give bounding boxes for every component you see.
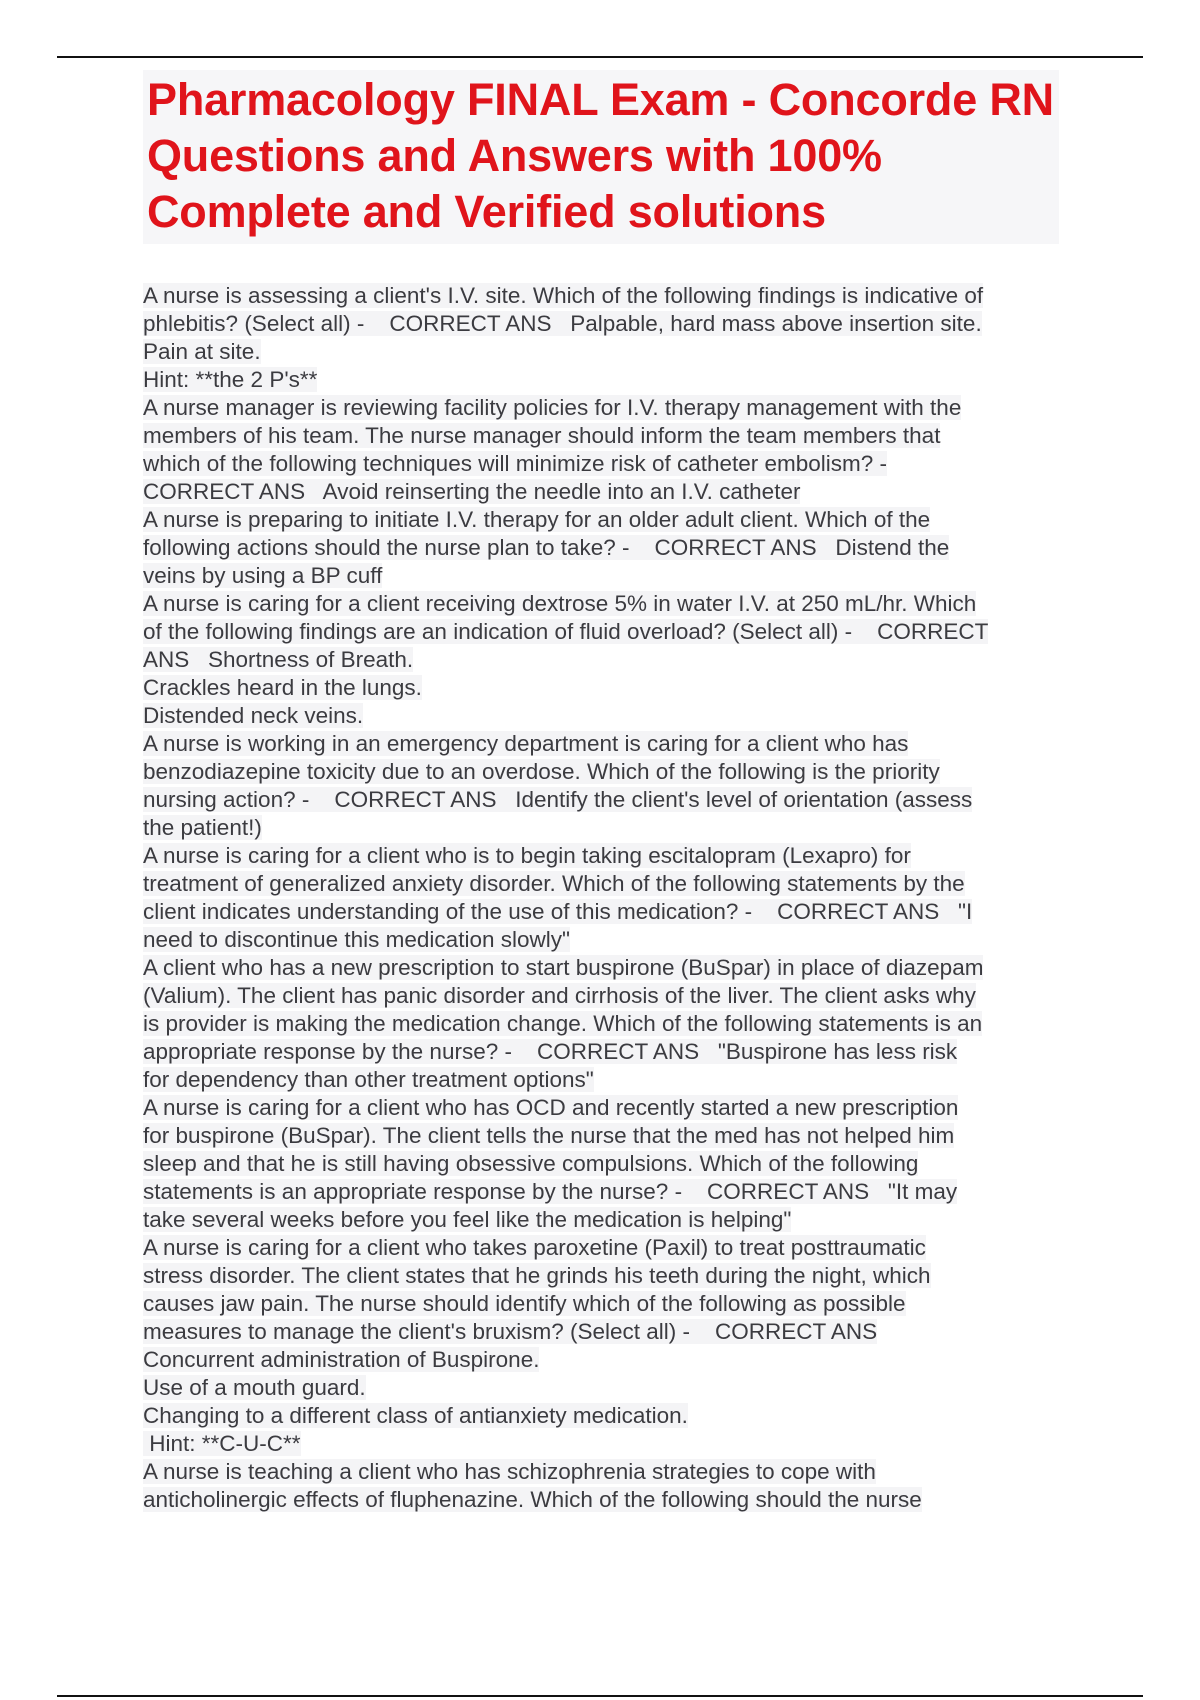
- body-line: [143, 1122, 1063, 1150]
- body-line-text: of the following findings are an indication of fluid overload? (Select all) - CORRECT: [143, 619, 989, 644]
- body-line: [143, 898, 1063, 926]
- body-line: [143, 702, 1063, 730]
- body-line-text: treatment of generalized anxiety disorder. Which of the following statements by the: [143, 871, 965, 896]
- body-line-text: the patient!): [143, 815, 262, 840]
- body-line-text: is provider is making the medication change. Which of the following statements is an: [143, 1011, 983, 1036]
- body-line-text: for buspirone (BuSpar). The client tells the nurse that the med has not helped him: [143, 1123, 955, 1148]
- body-line-text: CORRECT ANS Avoid reinserting the needle into an I.V. catheter: [143, 479, 801, 504]
- bottom-rule: [57, 1695, 1143, 1697]
- body-line: [143, 1374, 1063, 1402]
- body-line: [143, 1402, 1063, 1430]
- body-line-text: for dependency than other treatment options": [143, 1067, 594, 1092]
- body-line-text: sleep and that he is still having obsessive compulsions. Which of the following: [143, 1151, 919, 1176]
- body-line: [143, 842, 1063, 870]
- body-line-text: appropriate response by the nurse? - CORRECT ANS "Buspirone has less risk: [143, 1039, 958, 1064]
- body-line-text: A nurse is preparing to initiate I.V. therapy for an older adult client. Which of the: [143, 507, 931, 532]
- body-line-text: client indicates understanding of the use of this medication? - CORRECT ANS "I: [143, 899, 973, 924]
- body-line-text: A nurse is caring for a client who takes paroxetine (Paxil) to treat posttraumatic: [143, 1235, 926, 1260]
- body-line: [143, 1346, 1063, 1374]
- body-line: [143, 1178, 1063, 1206]
- body-line-text: which of the following techniques will minimize risk of catheter embolism? -: [143, 451, 888, 476]
- document-title-block: [143, 70, 1059, 244]
- body-line-text: take several weeks before you feel like the medication is helping": [143, 1207, 792, 1232]
- body-line: [143, 1206, 1063, 1234]
- body-line: [143, 1430, 1063, 1458]
- body-line: [143, 338, 1063, 366]
- body-line: [143, 1066, 1063, 1094]
- body-line: [143, 506, 1063, 534]
- body-line: [143, 1094, 1063, 1122]
- body-line-text: Distended neck veins.: [143, 703, 364, 728]
- body-line: [143, 534, 1063, 562]
- body-line: [143, 1010, 1063, 1038]
- body-line-text: A nurse is working in an emergency department is caring for a client who has: [143, 731, 909, 756]
- body-line-text: nursing action? - CORRECT ANS Identify the client's level of orientation (assess: [143, 787, 973, 812]
- body-line: [143, 310, 1063, 338]
- body-line-text: (Valium). The client has panic disorder and cirrhosis of the liver. The client asks why: [143, 983, 976, 1008]
- body-line: [143, 674, 1063, 702]
- body-line-text: A nurse is caring for a client receiving dextrose 5% in water I.V. at 250 mL/hr. Which: [143, 591, 977, 616]
- body-line: [143, 1318, 1063, 1346]
- body-line-text: A nurse manager is reviewing facility policies for I.V. therapy management with the: [143, 395, 962, 420]
- body-line: [143, 1486, 1063, 1514]
- body-line-text: anticholinergic effects of fluphenazine. Which of the following should the nurse: [143, 1487, 922, 1512]
- body-line-text: Hint: **the 2 P's**: [143, 367, 318, 392]
- body-line: [143, 422, 1063, 450]
- body-line-text: Use of a mouth guard.: [143, 1375, 366, 1400]
- body-line: [143, 282, 1063, 310]
- body-line-text: following actions should the nurse plan to take? - CORRECT ANS Distend the: [143, 535, 950, 560]
- body-line: [143, 1262, 1063, 1290]
- body-line-text: measures to manage the client's bruxism? (Select all) - CORRECT ANS: [143, 1319, 878, 1344]
- body-line: [143, 926, 1063, 954]
- body-line: [143, 450, 1063, 478]
- body-line-text: Crackles heard in the lungs.: [143, 675, 422, 700]
- body-line-text: A nurse is caring for a client who is to begin taking escitalopram (Lexapro) for: [143, 843, 911, 868]
- body-line: [143, 982, 1063, 1010]
- body-line-text: members of his team. The nurse manager should inform the team members that: [143, 423, 941, 448]
- body-line: [143, 1290, 1063, 1318]
- body-line: [143, 814, 1063, 842]
- body-line-text: veins by using a BP cuff: [143, 563, 383, 588]
- body-line-text: benzodiazepine toxicity due to an overdose. Which of the following is the priority: [143, 759, 940, 784]
- body-line: [143, 1150, 1063, 1178]
- body-line: [143, 786, 1063, 814]
- body-line: [143, 618, 1063, 646]
- body-line-text: A nurse is assessing a client's I.V. site. Which of the following findings is indicative of: [143, 283, 984, 308]
- top-rule: [57, 56, 1143, 58]
- body-line: [143, 562, 1063, 590]
- body-line-text: Pain at site.: [143, 339, 261, 364]
- body-line: [143, 730, 1063, 758]
- body-line-text: Concurrent administration of Buspirone.: [143, 1347, 540, 1372]
- body-line-text: stress disorder. The client states that he grinds his teeth during the night, which: [143, 1263, 931, 1288]
- body-line-text: Changing to a different class of antianxiety medication.: [143, 1403, 688, 1428]
- body-line-text: need to discontinue this medication slowly": [143, 927, 570, 952]
- document-body: [143, 282, 1063, 1514]
- body-line: [143, 758, 1063, 786]
- body-line: [143, 954, 1063, 982]
- body-line: [143, 646, 1063, 674]
- body-line-text: Hint: **C-U-C**: [143, 1431, 301, 1456]
- body-line-text: A nurse is teaching a client who has schizophrenia strategies to cope with: [143, 1459, 876, 1484]
- body-line-text: phlebitis? (Select all) - CORRECT ANS Palpable, hard mass above insertion site.: [143, 311, 982, 336]
- body-line-text: A client who has a new prescription to start buspirone (BuSpar) in place of diazepam: [143, 955, 984, 980]
- body-line: [143, 870, 1063, 898]
- body-line: [143, 394, 1063, 422]
- body-line: [143, 1038, 1063, 1066]
- body-line: [143, 590, 1063, 618]
- body-line: [143, 1234, 1063, 1262]
- document-title: Pharmacology FINAL Exam - Concorde RN Questions and Answers with 100% Complete and Verified solutions: [147, 74, 1054, 237]
- body-line: [143, 1458, 1063, 1486]
- body-line-text: ANS Shortness of Breath.: [143, 647, 414, 672]
- body-line-text: A nurse is caring for a client who has OCD and recently started a new prescription: [143, 1095, 959, 1120]
- body-line-text: causes jaw pain. The nurse should identify which of the following as possible: [143, 1291, 906, 1316]
- body-line: [143, 366, 1063, 394]
- body-line-text: statements is an appropriate response by the nurse? - CORRECT ANS "It may: [143, 1179, 958, 1204]
- body-line: [143, 478, 1063, 506]
